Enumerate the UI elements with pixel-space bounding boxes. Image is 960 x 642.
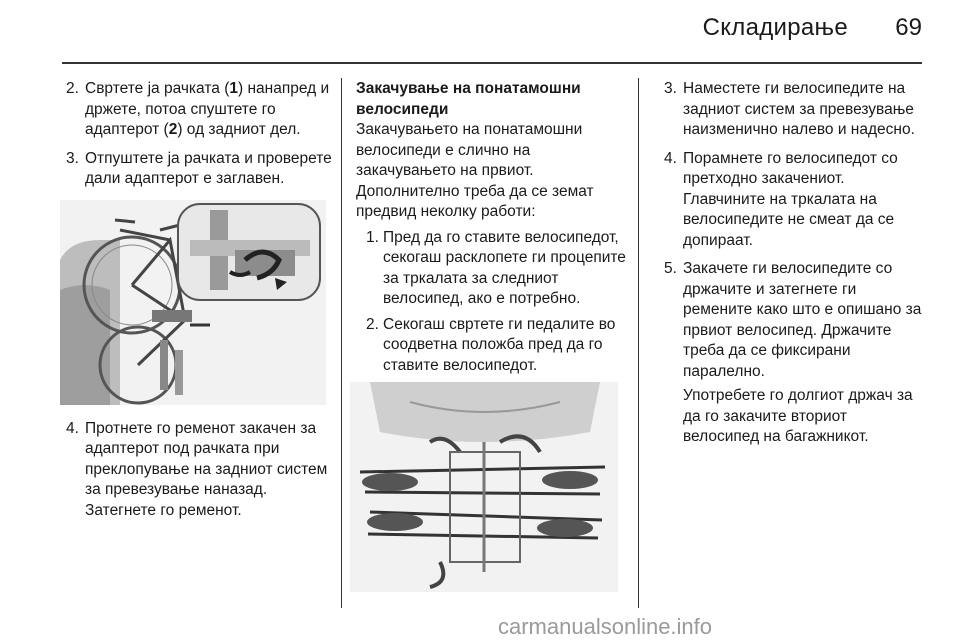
- list-item: 4. Порамнете го велосипедот со претходно закачениот. Главчините на тркалата на велосипедите не смеат да се допираат.: [664, 149, 898, 249]
- column-left: [66, 79, 332, 529]
- section-heading: Закачување на понатамошни велосипеди: [356, 80, 581, 118]
- column-right: [664, 79, 926, 448]
- paragraph: Дополнително треба да се земат предвид неколку работи:: [356, 182, 594, 220]
- paragraph: Закачувањето на понатамошни велосипеди е слично на закачувањето на првиот.: [356, 121, 583, 179]
- column-middle: [356, 79, 626, 592]
- page-number: 69: [895, 14, 922, 41]
- list-item: 1. Пред да го ставите велосипедот, секогаш расклопете ги процепите за тркалата за следниот велосипед, ако е потребно.: [366, 228, 626, 307]
- list-item: 5. Закачете ги велосипедите со држачите и затегнете ги ремените како што е опишано за првиот велосипед. Држачите треба да се фиксирани паралелно.: [664, 260, 922, 380]
- header-divider: [62, 62, 922, 64]
- list-item: 4. Протнете го ременот закачен за адаптерот под рачката при преклопување на задниот систем за превезување наназад. Затегнете го ременот.: [66, 419, 328, 519]
- list-item: 3. Отпуштете ја рачката и проверете дали адаптерот е заглавен.: [66, 149, 332, 187]
- list-item: 2. Свртете ја рачката (1) нанапред и држете, потоа спуштете го адаптерот (2) од задниот дел.: [66, 80, 330, 138]
- column-divider-1: [341, 78, 342, 608]
- bikes-on-rack-illustration: [350, 382, 618, 592]
- note-paragraph: Употребете го долгиот држач за да го закачите вториот велосипед на багажникот.: [683, 387, 913, 445]
- column-divider-2: [638, 78, 639, 608]
- list-item: 2. Секогаш свртете ги педалите во соодветна положба пред да го ставите велосипедот.: [366, 315, 616, 374]
- bike-rack-adapter-illustration: [60, 200, 326, 405]
- list-item: 3. Наместете ги велосипедите на задниот систем за превезување наизменично налево и надесно.: [664, 80, 915, 138]
- footer-watermark: carmanualsonline.info: [498, 614, 713, 639]
- page-title: Складирање: [702, 14, 848, 41]
